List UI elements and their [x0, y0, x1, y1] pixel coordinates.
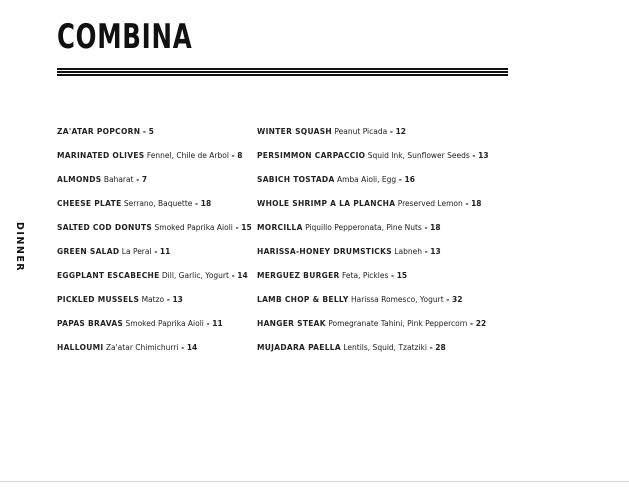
menu-item-price: 8 — [237, 151, 243, 160]
menu-item-description: La Peral — [121, 247, 152, 256]
price-separator: - — [426, 343, 436, 352]
menu-item-price: 14 — [237, 271, 248, 280]
menu-item — [57, 199, 247, 223]
menu-item-name: GREEN SALAD — [57, 247, 120, 256]
menu-item-price: 18 — [200, 199, 212, 208]
menu-item-price: 16 — [404, 175, 415, 184]
price-separator: - — [140, 127, 149, 136]
menu-item — [57, 271, 247, 295]
menu-item-price: 15 — [396, 271, 408, 280]
menu-item-description: Squid Ink, Sunflower Seeds — [367, 151, 470, 160]
menu-item-description: Smoked Paprika Aioli — [154, 223, 233, 232]
menu-item-description: Dill, Garlic, Yogurt — [161, 271, 229, 280]
menu-item — [57, 223, 252, 247]
menu-item-name: SALTED COD DONUTS — [57, 223, 153, 232]
price-separator: - — [469, 151, 479, 160]
price-separator: - — [228, 271, 238, 280]
menu-item — [57, 343, 247, 367]
price-separator: - — [151, 247, 160, 256]
menu-item — [257, 319, 517, 343]
menu-item-description: Serrano, Baquette — [123, 199, 193, 208]
section-label: DINNER — [14, 222, 25, 273]
price-separator: - — [192, 199, 201, 208]
menu-item-name: MARINATED OLIVES — [57, 151, 145, 160]
header-rule-top — [57, 68, 508, 70]
menu-item — [257, 127, 517, 151]
menu-item — [257, 295, 517, 319]
price-separator: - — [164, 295, 173, 304]
menu-item — [257, 247, 517, 271]
price-separator: - — [203, 319, 213, 328]
menu-item-name: HARISSA-HONEY DRUMSTICKS — [257, 247, 392, 256]
price-separator: - — [232, 223, 242, 232]
price-separator: - — [462, 199, 472, 208]
menu-item-description: Harissa Romesco, Yogurt — [350, 295, 444, 304]
menu-item-description: Preserved Lemon — [397, 199, 463, 208]
menu-item-price: 13 — [172, 295, 183, 304]
menu-item-name: LAMB CHOP & BELLY — [257, 295, 349, 304]
menu-item-name: HALLOUMI — [57, 343, 104, 352]
menu-item-description: Piquillo Pepperonata, Pine Nuts — [305, 223, 422, 232]
menu-column-right — [257, 127, 517, 367]
menu-item-price: 15 — [241, 223, 252, 232]
menu-item-price: 13 — [430, 247, 441, 256]
menu-item-description: Smoked Paprika Aioli — [125, 319, 204, 328]
menu-item — [57, 175, 247, 199]
menu-item-price: 18 — [471, 199, 482, 208]
menu-item-description: Matzo — [141, 295, 165, 304]
menu-item-description: Lentils, Squid, Tzatziki — [343, 343, 427, 352]
menu-item-description: Labneh — [394, 247, 422, 256]
menu-item — [257, 151, 517, 175]
menu-column-left — [57, 127, 252, 367]
price-separator: - — [443, 295, 452, 304]
menu-item — [257, 223, 517, 247]
menu-item-description: Za'atar Chimichurri — [105, 343, 179, 352]
price-separator: - — [228, 151, 238, 160]
menu-item — [57, 319, 247, 343]
menu-item-name: MERGUEZ BURGER — [257, 271, 340, 280]
menu-item-name: ZA'ATAR POPCORN — [57, 127, 141, 136]
menu-item — [57, 151, 247, 175]
menu-item-price: 22 — [475, 319, 487, 328]
price-separator: - — [178, 343, 187, 352]
price-separator: - — [421, 223, 431, 232]
menu-item-price: 12 — [395, 127, 406, 136]
menu-item-price: 11 — [212, 319, 223, 328]
menu-item — [257, 199, 517, 223]
menu-item-name: HANGER STEAK — [257, 319, 326, 328]
price-separator: - — [133, 175, 142, 184]
menu-item — [57, 295, 247, 319]
menu-item-price: 11 — [159, 247, 171, 256]
menu-item-description: Amba Aioli, Egg — [336, 175, 397, 184]
menu-item-name: WHOLE SHRIMP A LA PLANCHA — [257, 199, 396, 208]
menu-item-price: 14 — [186, 343, 198, 352]
menu-item — [257, 175, 517, 199]
menu-item-description: Peanut Picada — [334, 127, 388, 136]
page-bottom-edge — [0, 481, 629, 482]
menu-item-name: PERSIMMON CARPACCIO — [257, 151, 366, 160]
menu-item-name: ALMONDS — [57, 175, 102, 184]
header-rule-bottom — [57, 74, 508, 76]
menu-item-name: SABICH TOSTADA — [257, 175, 335, 184]
menu-item-description: Baharat — [103, 175, 134, 184]
menu-item-name: WINTER SQUASH — [257, 127, 332, 136]
menu-item-name: PICKLED MUSSELS — [57, 295, 140, 304]
menu-item-price: 18 — [430, 223, 441, 232]
menu-item — [57, 247, 247, 271]
menu-item-description: Pomegranate Tahini, Pink Peppercorn — [328, 319, 468, 328]
menu-item-name: CHEESE PLATE — [57, 199, 122, 208]
menu-item — [257, 271, 517, 295]
menu-item-price: 7 — [141, 175, 148, 184]
price-separator: - — [387, 127, 396, 136]
price-separator: - — [421, 247, 431, 256]
menu-item — [57, 127, 247, 151]
menu-item-price: 32 — [451, 295, 463, 304]
menu-item-description: Fennel, Chile de Arbol — [146, 151, 229, 160]
menu-item-price: 28 — [435, 343, 446, 352]
menu-item-name: PAPAS BRAVAS — [57, 319, 124, 328]
menu-item-name: EGGPLANT ESCABECHE — [57, 271, 160, 280]
header-rule-middle — [57, 71, 508, 73]
price-separator: - — [467, 319, 476, 328]
menu-item-price: 5 — [148, 127, 154, 136]
menu-item-name: MUJADARA PAELLA — [257, 343, 341, 352]
menu-item-description: Feta, Pickles — [342, 271, 389, 280]
menu-item-price: 13 — [478, 151, 489, 160]
restaurant-logo: COMBINA — [57, 17, 193, 57]
menu-item — [257, 343, 517, 367]
menu-item-name: MORCILLA — [257, 223, 303, 232]
price-separator: - — [396, 175, 405, 184]
price-separator: - — [388, 271, 397, 280]
